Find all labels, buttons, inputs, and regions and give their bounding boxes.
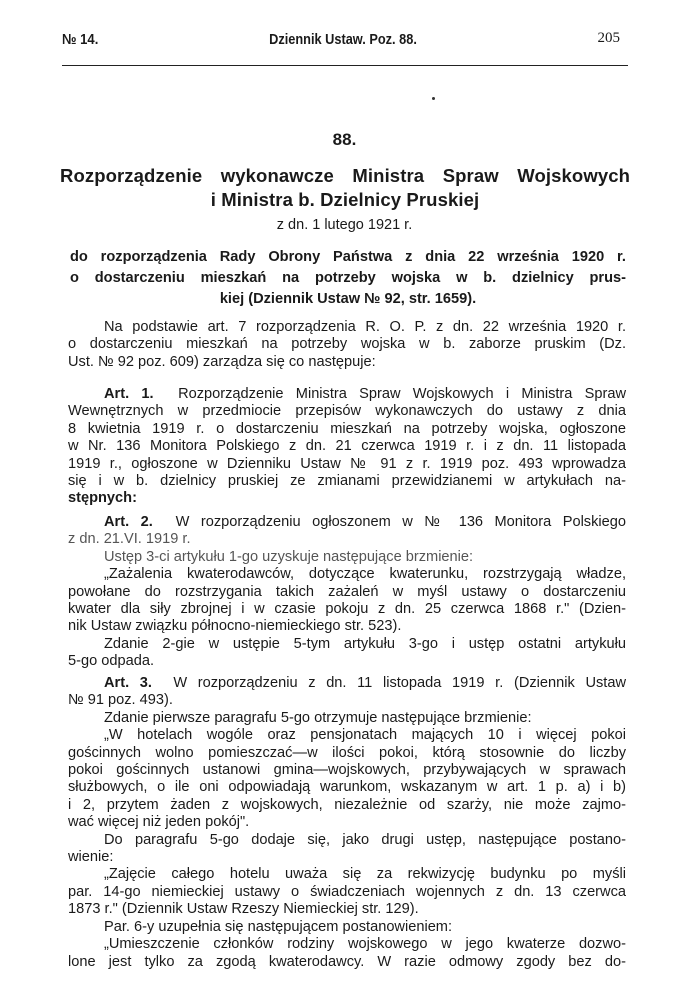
reference-line-3: kiej (Dziennik Ustaw № 92, str. 1659). <box>219 291 477 307</box>
document-title <box>60 164 630 212</box>
art3-line-6: pokoi gościnnych ustanowi gmina—wojskowych, przybywających w sprawach <box>68 762 626 779</box>
art3-line-10: Do paragrafu 5-go dodaje się, jako drugi ustęp, następujące postano- <box>104 831 626 848</box>
art3-line-14: 1873 r." (Dziennik Ustaw Rzeszy Niemieckiej str. 129). <box>68 901 419 918</box>
art3-line-15: Par. 6-y uzupełnia się następującem postanowieniem: <box>104 918 453 935</box>
art1-line-6: się i w b. dzielnicy pruskiej ze zmianami przewidzianemi w artykułach na- <box>68 473 626 490</box>
preamble-line-3: Ust. № 92 poz. 609) zarządza się co następuje: <box>68 353 376 370</box>
journal-title: Dziennik Ustaw. Poz. 88. <box>269 32 417 48</box>
art3-line-9: wać więcej niż jeden pokój". <box>68 814 250 831</box>
art1-line-5: 1919 r., ogłoszone w Dzienniku Ustaw № 91 z r. 1919 poz. 493 wprowadza <box>68 455 626 472</box>
art1-line-7: stępnych: <box>68 490 137 507</box>
art2-line-1: Art. 2. W rozporządzeniu ogłoszonem w № 136 Monitora Polskiego <box>104 514 626 530</box>
page-number: 205 <box>597 30 620 46</box>
art2-label: Art. 2. <box>104 514 153 530</box>
header-rule <box>62 65 628 66</box>
document-date: z dn. 1 lutego 1921 r. <box>276 217 413 233</box>
art2-line-9: 5-go odpada. <box>68 653 155 670</box>
art3-line-7: służbowych, o ile oni odpowiadają warunkom, wskazanym w art. 1 p. a) i b) <box>68 779 626 796</box>
art2-line-5: powołane do rozstrzygania takich zażaleń w myśl ustawy o dostarczeniu <box>68 583 626 600</box>
page-header <box>60 30 626 54</box>
art1-line-1: Art. 1. Rozporządzenie Ministra Spraw Wojskowych i Ministra Spraw <box>104 386 627 402</box>
article-1 <box>68 386 626 508</box>
issue-number: № 14. <box>62 32 99 48</box>
art2-line-8: Zdanie 2-gie w ustępie 5-tym artykułu 3-go i ustęp ostatni artykułu <box>104 635 626 652</box>
art3-line-1: Art. 3. W rozporządzeniu z dn. 11 listopada 1919 r. (Dziennik Ustaw <box>104 675 627 691</box>
art3-line-5: gościnnych wolno pomieszczać—w ilości pokoi, którą stosownie do liczby <box>68 744 626 761</box>
art3-label: Art. 3. <box>104 675 152 691</box>
art2-line-7: nik Ustaw związku północno-niemieckiego str. 523). <box>68 618 402 635</box>
title-line-2: i Ministra b. Dzielnicy Pruskiej <box>210 189 480 210</box>
art2-line-6: kwater dla siły zbrojnej i w czasie pokoju z dn. 25 czerwca 1868 r." (Dzien- <box>68 601 626 618</box>
art3-line-13: par. 14-go niemieckiej ustawy o świadczeniach wojennych z dn. 13 czerwca <box>68 883 626 900</box>
art1-line-3: 8 kwietnia 1919 r. o dostarczeniu mieszkań na potrzeby wojska, ogłoszone <box>68 420 626 437</box>
art1-line-2: Wewnętrznych w przedmiocie przepisów wykonawczych do ustawy z dnia <box>68 403 626 420</box>
art3-line-8: i 2, przytem żaden z wojskowych, niezależnie od szarży, nie może zajmo- <box>68 796 626 813</box>
art2-line-2: z dn. 21.VI. 1919 r. <box>68 531 191 548</box>
art3-line-17: lone jest tylko za zgodą kwaterodawcy. W razie odmowy zgody bez do- <box>68 953 626 970</box>
article-3 <box>68 675 626 971</box>
art2-line-3: Ustęp 3-ci artykułu 1-go uzyskuje następujące brzmienie: <box>104 548 474 565</box>
article-2 <box>68 514 626 671</box>
section-number: 88. <box>332 130 357 149</box>
preamble-line-1: Na podstawie art. 7 rozporządzenia R. O. P. z dn. 22 września 1920 r. <box>104 319 626 335</box>
reference-line-1: do rozporządzenia Rady Obrony Państwa z dnia 22 września 1920 r. <box>70 249 626 265</box>
preamble-line-2: o dostarczeniu mieszkań na potrzeby wojska w b. zaborze pruskim (Dz. <box>68 336 626 353</box>
title-line-1: Rozporządzenie wykonawcze Ministra Spraw Wojskowych <box>60 165 630 186</box>
art3-line-12: „Zajęcie całego hotelu uważa się za rekwizycję budynku po myśli <box>104 866 626 883</box>
reference-line-2: o dostarczeniu mieszkań na potrzeby wojska w b. dzielnicy prus- <box>70 270 626 286</box>
art1-label: Art. 1. <box>104 386 154 402</box>
art3-line-2: № 91 poz. 493). <box>68 692 173 709</box>
art1-line-4: w Nr. 136 Monitora Polskiego z dn. 21 czerwca 1919 r. i z dn. 11 listopada <box>68 438 626 455</box>
art3-line-11: wienie: <box>68 849 114 866</box>
art3-line-16: „Umieszczenie członków rodziny wojskowego w jego kwaterze dozwo- <box>104 936 626 953</box>
art2-line-4: „Zażalenia kwaterodawców, dotyczące kwaterunku, rozstrzygają władze, <box>104 566 626 583</box>
print-speck <box>432 97 435 100</box>
preamble <box>68 319 626 371</box>
art3-line-3: Zdanie pierwsze paragrafu 5-go otrzymuje następujące brzmienie: <box>104 709 532 726</box>
reference-block <box>70 247 626 310</box>
art3-line-4: „W hotelach wogóle oraz pensjonatach mających 10 i więcej pokoi <box>104 727 626 744</box>
